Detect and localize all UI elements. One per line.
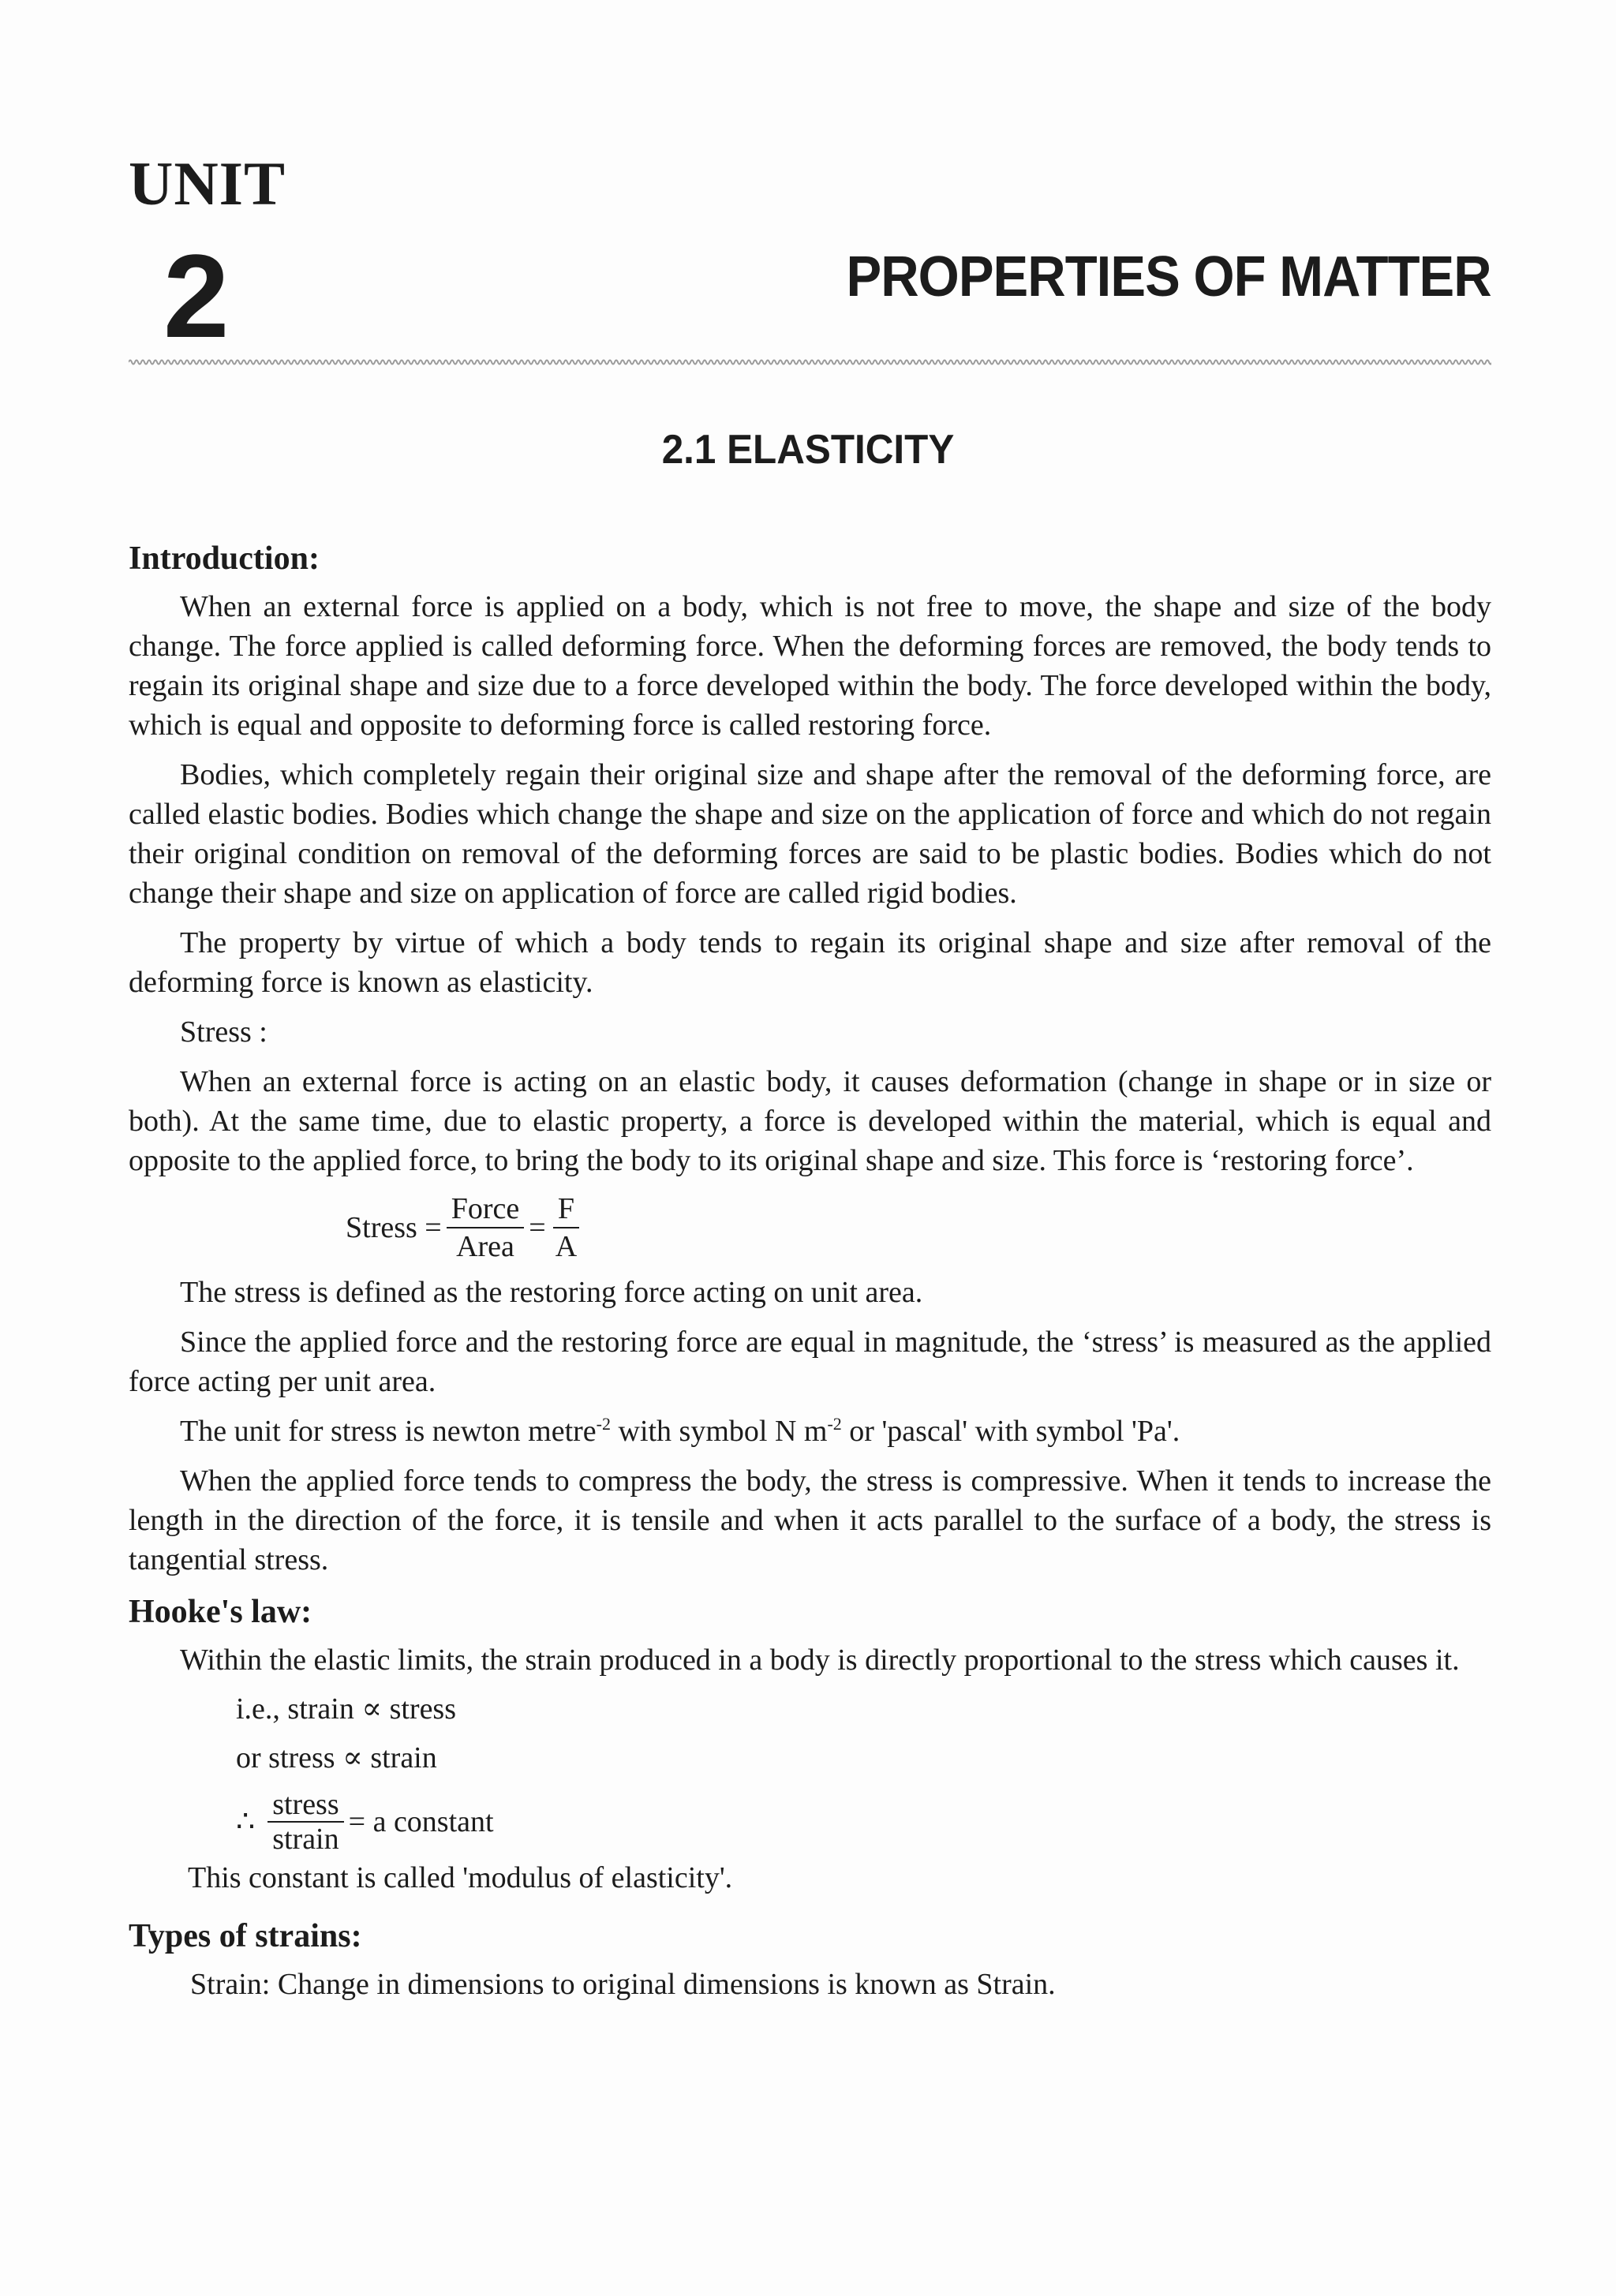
fraction-denominator: strain	[272, 1823, 339, 1856]
unit-number: 2	[163, 230, 230, 362]
constant-ratio-row	[129, 1788, 1491, 1856]
formula-lhs: Stress =	[346, 1211, 442, 1244]
formula-equals: =	[529, 1211, 546, 1244]
section-title: 2.1 ELASTICITY	[661, 427, 955, 473]
stress-paragraph-2: The stress is defined as the restoring force acting on unit area.	[180, 1276, 923, 1309]
unit-label: UNIT	[129, 149, 286, 218]
unit-sup-b: -2	[827, 1414, 842, 1434]
stress-paragraph-3: Since the applied force and the restoring force are equal in magnitude, the ‘stress’ is measured as the applied force acting per unit area.	[129, 1326, 1491, 1398]
wavy-divider	[129, 357, 1491, 368]
fraction-numerator: stress	[267, 1788, 343, 1823]
hookes-law-paragraph: Within the elastic limits, the strain produced in a body is directly proportional to the stress which causes it.	[180, 1643, 1460, 1677]
unit-text-a: The unit for stress is newton metre	[180, 1415, 597, 1448]
main-content	[129, 537, 1491, 2014]
stress-paragraph-1: When an external force is acting on an elastic body, it causes deformation (change in shape or in size or both). At the same time, due to elastic property, a force is developed within the material, which is equal and opposite to the applied force, to bring the body to its original shape and size. This force is ‘restoring force’.	[129, 1065, 1491, 1177]
unit-text-c: or 'pascal' with symbol 'Pa'.	[841, 1415, 1180, 1448]
fraction-numerator: Force	[447, 1191, 525, 1228]
force-area-fraction	[447, 1191, 525, 1265]
modulus-line: This constant is called 'modulus of elasticity'.	[188, 1861, 733, 1894]
unit-sup-a: -2	[596, 1414, 611, 1434]
hookes-law-heading: Hooke's law:	[129, 1594, 312, 1630]
unit-text-b: with symbol N m	[611, 1415, 828, 1448]
therefore-symbol: ∴	[236, 1805, 256, 1838]
fraction-denominator: Area	[456, 1230, 514, 1263]
intro-paragraph-3: The property by virtue of which a body tends to regain its original shape and size after removal of the deforming force is known as elasticity.	[129, 926, 1491, 999]
stress-strain-fraction	[267, 1788, 343, 1856]
stress-unit-paragraph	[129, 1412, 1491, 1451]
chapter-title: PROPERTIES OF MATTER	[846, 245, 1491, 309]
introduction-heading: Introduction:	[129, 540, 320, 577]
constant-text: = a constant	[348, 1805, 494, 1838]
fraction-numerator: F	[553, 1191, 579, 1228]
intro-paragraph-1: When an external force is applied on a body, which is not free to move, the shape and size of the body change. The force applied is called deforming force. When the deforming forces are removed, the body tends to regain its original shape and size due to a force developed within the body. The force developed within the body, which is equal and opposite to deforming force is called restoring force.	[129, 590, 1491, 742]
intro-paragraph-2: Bodies, which completely regain their original size and shape after the removal of the deforming force, are called elastic bodies. Bodies which change the shape and size on the application of force and which do not regain their original condition on removal of the deforming forces are said to be plastic bodies. Bodies which do not change their shape and size on application of force are called rigid bodies.	[129, 758, 1491, 910]
stress-label: Stress :	[180, 1015, 267, 1049]
proportionality-line-1: i.e., strain ∝ stress	[236, 1692, 457, 1726]
fraction-denominator: A	[555, 1230, 578, 1263]
proportionality-line-2: or stress ∝ strain	[236, 1741, 437, 1774]
types-of-strains-heading: Types of strains:	[129, 1918, 362, 1954]
strain-definition: Strain: Change in dimensions to original dimensions is known as Strain.	[190, 1968, 1056, 2001]
f-a-fraction	[551, 1191, 582, 1265]
stress-formula	[346, 1191, 1491, 1265]
stress-paragraph-5: When the applied force tends to compress the body, the stress is compressive. When it tends to increase the length in the direction of the force, it is tensile and when it acts parallel to the surface of a body, the stress is tangential stress.	[129, 1464, 1491, 1576]
